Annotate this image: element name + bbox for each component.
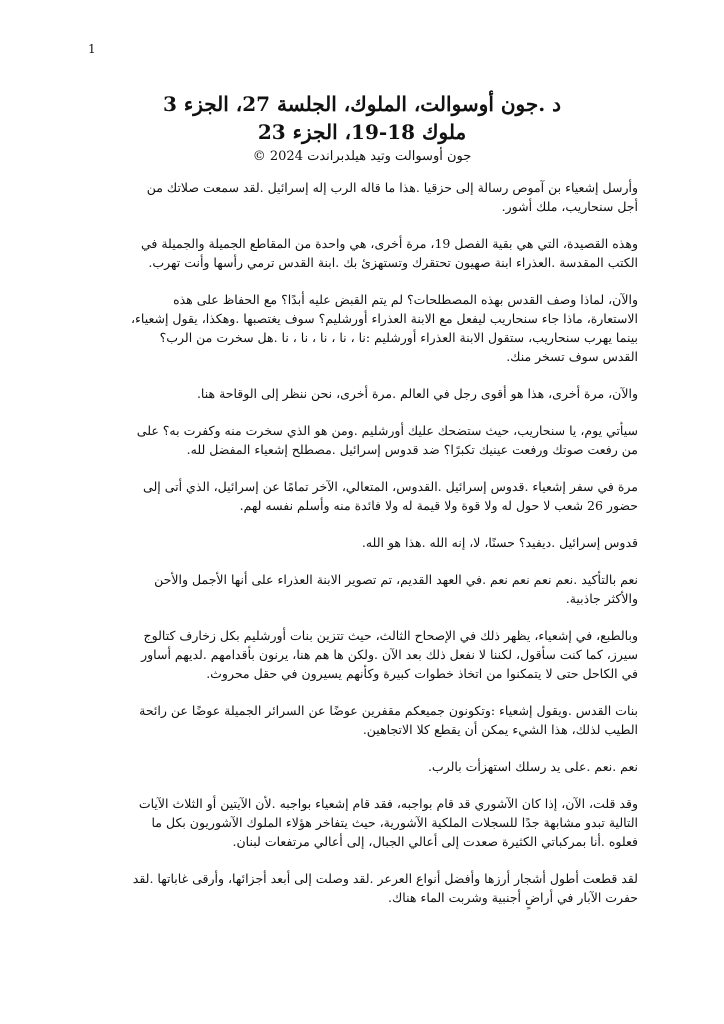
paragraph: لقد قطعت أطول أشجار أرزها وأفضل أنواع العرعر .لقد وصلت إلى أبعد أجزائها، وأرقى غاباتها .لقد حفرت الآبار في أراضٍ أجنبية وشربت الماء هناك. <box>132 871 638 905</box>
paragraph: وبالطبع، في إشعياء، يظهر ذلك في الإصحاح الثالث، حيث تتزين بنات أورشليم بكل زخارف كتالوج سيرز، كما كنت سأقول، لكننا لا نفعل ذلك بعد الآن .ولكن ها هم هنا، يرنون بأقدامهم .لديهم أساور في الكاحل حتى لا يتمكنوا من اتخاذ خطوات كبيرة وكأنهم يسيرون في حقل محروث. <box>141 628 638 681</box>
page-number: 1 <box>88 42 96 56</box>
document-title-line-2: ملوك 18-19، الجزء 23 <box>257 120 467 144</box>
paragraph: وأرسل إشعياء بن آموص رسالة إلى حزقيا .هذا ما قاله الرب إله إسرائيل .لقد سمعت صلاتك من أجل سنحاريب، ملك أشور. <box>146 180 638 214</box>
paragraph: بنات القدس .ويقول إشعياء :وتكونون جميعكم مقفرين عوضًا عن السرائر الجميلة عوضًا عن رائحة الطيب لذلك، هذا الشيء يمكن أن يقطع كلا الاتجاهين. <box>139 703 638 737</box>
paragraph: وهذه القصيدة، التي هي بقية الفصل 19، مرة أخرى، هي واحدة من المقاطع الجميلة والجميلة في الكتب المقدسة .العذراء ابنة صهيون تحتقرك وتستهزئ بك .ابنة القدس ترمي رأسها وأنت تهرب. <box>140 236 638 270</box>
paragraph: وقد قلت، الآن، إذا كان الآشوري قد قام بواجبه، فقد قام إشعياء بواجبه .لأن الآيتين أو الثلاث الآيات التالية تبدو مشابهة جدًا للسجلات الملكية الآشورية، حيث يتفاخر هؤلاء الملوك الآشوريون بكل ما فعلوه .أنا بمركباتي الكثيرة صعدت إلى أعالي الجبال، إلى أعالي مرتفعات لبنان. <box>138 796 638 849</box>
paragraph: والآن، لماذا وصف القدس بهذه المصطلحات؟ لم يتم القبض عليه أبدًا؟ مع الحفاظ على هذه الاستعارة، ماذا جاء سنحاريب ليفعل مع الابنة العذراء أورشليم؟ سوف يغتصبها .وهكذا، يقول إشعياء، بينما يهرب سنحاريب، ستقول الابنة العذراء أورشليم :نا ، نا ، نا ، نا ، نا .هل سخرت من الرب؟ القدس سوف تسخر منك. <box>130 292 638 364</box>
paragraph: مرة في سفر إشعياء .قدوس إسرائيل .القدوس، المتعالي، الآخر تمامًا عن إسرائيل، الذي أتى إلى حضور 26 شعب لا حول له ولا قوة ولا قيمة له ولا فائدة منه وأسلم نفسه لهم. <box>143 479 638 513</box>
paragraph: سيأتي يوم، يا سنحاريب، حيث ستضحك عليك أورشليم .ومن هو الذي سخرت منه وكفرت به؟ على من رفعت صوتك ورفعت عينيك تكبرًا؟ ضد قدوس إسرائيل .مصطلح إشعياء المفضل لله. <box>136 423 638 457</box>
document-body <box>130 178 638 925</box>
copyright-notice: جون أوسوالت وتيد هيلدبراندت 2024 © <box>252 149 472 164</box>
document-header <box>0 90 724 166</box>
document-title-line-1: د .جون أوسوالت، الملوك، الجلسة 27، الجزء 3 <box>162 92 562 116</box>
paragraph: والآن، مرة أخرى، هذا هو أقوى رجل في العالم .مرة أخرى، نحن ننظر إلى الوقاحة هنا. <box>196 386 638 401</box>
paragraph: قدوس إسرائيل .ديفيد؟ حسنًا، لا، إنه الله .هذا هو الله. <box>361 535 638 550</box>
paragraph: نعم بالتأكيد .نعم نعم نعم نعم .في العهد القديم، تم تصوير الابنة العذراء على أنها الأجمل والأحن والأكثر جاذبية. <box>154 572 638 606</box>
paragraph: نعم .نعم .على يد رسلك استهزأت بالرب. <box>427 759 638 774</box>
